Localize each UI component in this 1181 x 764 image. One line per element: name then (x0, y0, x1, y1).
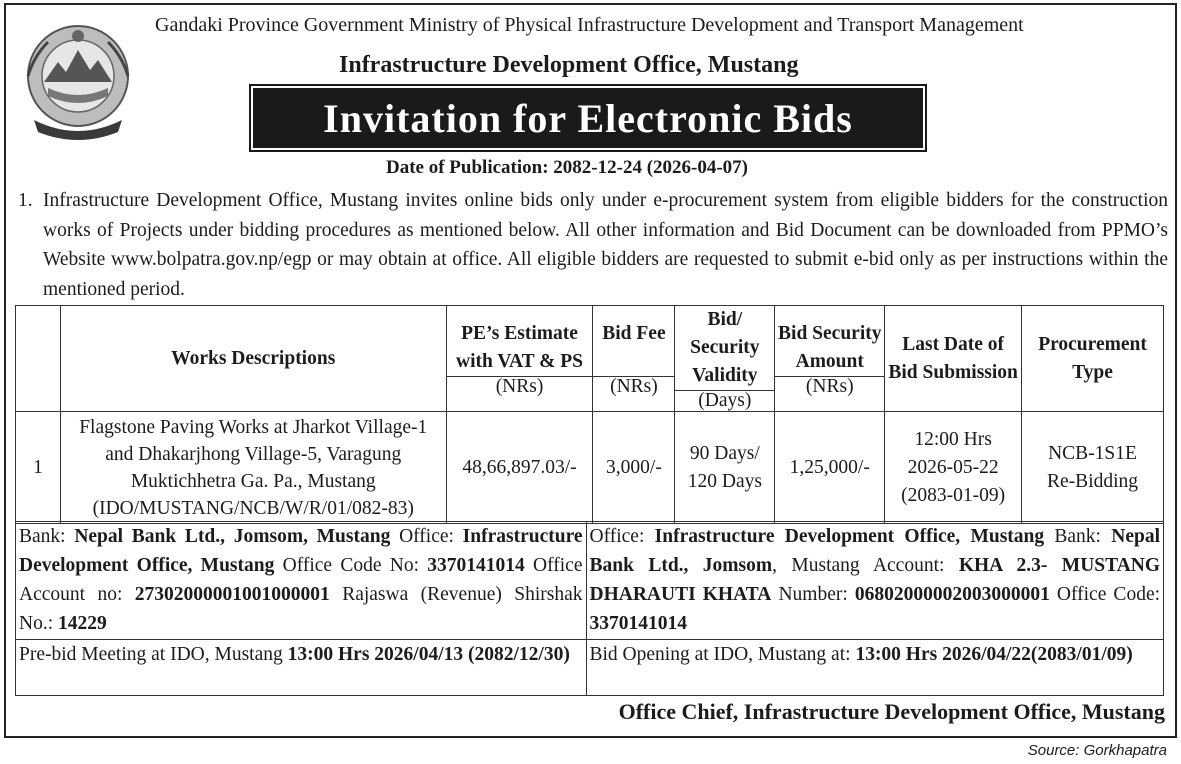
header-fee (593, 306, 675, 412)
bank-place: , Mustang Account: (772, 555, 945, 576)
office-label: Office: (589, 526, 645, 547)
header-validity (675, 306, 775, 412)
cell-fee: 3,000/- (593, 412, 675, 524)
prebid-meeting (16, 640, 587, 696)
header-validity-label: Bid/ Security Validity (690, 309, 760, 386)
paragraph-number: 1. (18, 190, 33, 211)
office-heading: Infrastructure Development Office, Mustang (339, 52, 799, 78)
header-fee-label: Bid Fee (602, 323, 666, 344)
bank-name: Nepal Bank Ltd., Jomsom (589, 526, 1160, 576)
header-security-unit: (NRs) (775, 376, 884, 397)
cell-last-date (885, 412, 1022, 524)
government-emblem-icon (14, 16, 142, 144)
cell-procurement-line-1: NCB-1S1E (1048, 442, 1137, 464)
office-account-number: 27302000001001000001 (134, 584, 330, 605)
cell-last-date-line-3: (2083-01-09) (901, 484, 1006, 506)
office-code: 3370141014 (589, 613, 687, 634)
intro-paragraph (18, 186, 1168, 304)
bank-name: Nepal Bank Ltd., Jomsom, Mustang (74, 526, 391, 547)
bids-table (15, 305, 1164, 524)
bank-info-grid (15, 521, 1164, 696)
prebid-time: 13:00 Hrs 2026/04/13 (2082/12/30) (287, 644, 570, 665)
header-estimate (446, 306, 593, 412)
account-number-label: Number: (778, 584, 848, 605)
cell-last-date-line-2: 2026-05-22 (907, 456, 999, 478)
deposit-account-name: KHA 2.3- MUSTANG DHARAUTI KHATA (589, 555, 1161, 605)
bid-opening (586, 640, 1164, 696)
bid-opening-time: 13:00 Hrs 2026/04/22(2083/01/09) (855, 644, 1133, 665)
cell-works: Flagstone Paving Works at Jharkot Village-1 and Dhakarjhong Village-5, Varagung Muktichhetra Ga. Pa., Mustang (IDO/MUSTANG/NCB/W/R/01/082-83) (60, 412, 446, 524)
header-validity-unit: (Days) (675, 390, 774, 411)
office-account-label: Office Account no: (19, 555, 583, 605)
revenue-number: 14229 (58, 613, 107, 634)
cell-last-date-line-1: 12:00 Hrs (914, 428, 992, 450)
office-label: Office: (399, 526, 454, 547)
office-name: Infrastructure Development Office, Mustang (19, 526, 583, 576)
cell-validity (675, 412, 775, 524)
bank-info-left (16, 522, 587, 640)
table-header-row (16, 306, 1164, 412)
office-code: 3370141014 (427, 555, 525, 576)
cell-procurement (1022, 412, 1164, 524)
cell-validity-line-2: 120 Days (687, 470, 762, 492)
header-estimate-label: PE’s Estimate with VAT & PS (456, 323, 584, 372)
header-security (775, 306, 885, 412)
header-procurement: Procurement Type (1022, 306, 1164, 412)
bank-label: Bank: (1054, 526, 1101, 547)
signature: Office Chief, Infrastructure Development Office, Mustang (618, 699, 1165, 724)
header-security-label: Bid Security Amount (778, 323, 882, 372)
bid-opening-label: Bid Opening at IDO, Mustang at: (589, 644, 851, 665)
office-code-label: Office Code No: (282, 555, 420, 576)
header-last-date: Last Date of Bid Submission (885, 306, 1022, 412)
header-fee-unit: (NRs) (593, 376, 674, 397)
header-works: Works Descriptions (60, 306, 446, 412)
ministry-heading: Gandaki Province Government Ministry of Physical Infrastructure Development and Transport Management (155, 14, 1024, 36)
bank-label: Bank: (19, 526, 66, 547)
cell-procurement-line-2: Re-Bidding (1047, 470, 1139, 492)
source-credit: Source: Gorkhapatra (1027, 742, 1167, 759)
cell-estimate: 48,66,897.03/- (446, 412, 593, 524)
deposit-account-number: 06802000002003000001 (854, 584, 1050, 605)
table-row (16, 412, 1164, 524)
revenue-label: Rajaswa (Revenue) Shirshak No.: (19, 584, 583, 634)
header-sn (16, 306, 61, 412)
publication-date: Date of Publication: 2082-12-24 (2026-04-07) (386, 157, 749, 178)
cell-security: 1,25,000/- (775, 412, 885, 524)
paragraph-text: Infrastructure Development Office, Mustang invites online bids only under e-procurement system from eligible bidders for the construction works of Projects under bidding procedures as mentioned below. All other information and Bid Document can be downloaded from PPMO’s Website www.bolpatra.gov.np/egp or may obtain at office. All eligible bidders are requested to submit e-bid only as per instructions within the mentioned period. (43, 190, 1168, 300)
cell-sn: 1 (16, 412, 61, 524)
header-estimate-unit: (NRs) (447, 376, 593, 397)
prebid-label: Pre-bid Meeting at IDO, Mustang (19, 644, 283, 665)
notice-title-banner: Invitation for Electronic Bids (253, 88, 923, 148)
office-code-label: Office Code: (1056, 584, 1161, 605)
bank-info-right (586, 522, 1164, 640)
cell-validity-line-1: 90 Days/ (689, 442, 760, 464)
office-name: Infrastructure Development Office, Mustang (654, 526, 1045, 547)
